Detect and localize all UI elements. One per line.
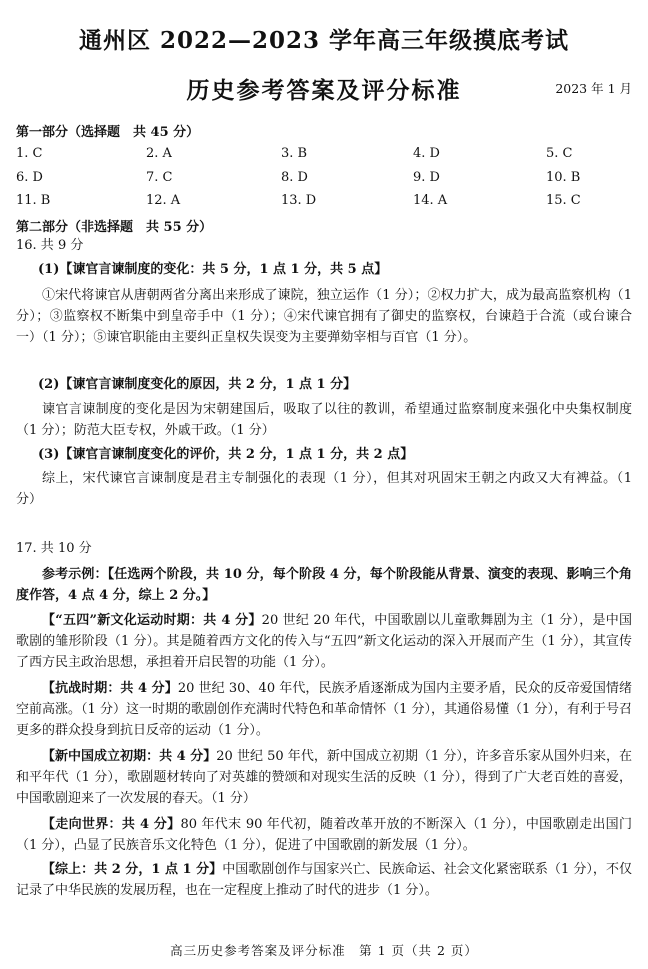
example-rule: 【任选两个阶段，共 10 分，每个阶段 4 分，每个阶段能从背景、演变的表现、影响三个角度作答，4 点 4 分，综上 2 分。】 [16, 567, 632, 603]
q17-summary [16, 859, 632, 901]
answer-item: 2. A [146, 146, 172, 161]
answer-item: 11. B [16, 193, 51, 208]
answer-item: 8. D [281, 170, 308, 185]
q16-sub2-answer: 谏官言谏制度的变化是因为宋朝建国后，吸取了以往的教训，希望通过监察制度来强化中央集权制度（1 分）；防范大臣专权，外戚干政。（1 分） [16, 402, 632, 438]
page-footer: 高三历史参考答案及评分标准 第 1 页（共 2 页） [170, 943, 478, 958]
example-label: 参考示例： [42, 567, 108, 582]
answer-key-title: 历史参考答案及评分标准 [186, 77, 462, 104]
q16-sub1-answer: ①宋代将谏官从唐朝两省分离出来形成了谏院，独立运作（1 分）；②权力扩大，成为最高监察机构（1 分）；③监察权不断集中到皇帝手中（1 分）；④宋代谏官拥有了御史的监察权，台谏趋于合流（或台谏合一）（1 分）；⑤谏官职能由主要纠正皇权失误变为主要弹劾宰相与百官（1 分）。 [16, 288, 632, 345]
q16-title: 16. 共 9 分 [16, 238, 84, 253]
summary-text: 中国歌剧创作与国家兴亡、民族命运、社会文化紧密联系（1 分），不仅记录了中华民族的发展历程，也在一定程度上推动了时代的进步（1 分）。 [16, 862, 632, 898]
q17-stage4 [16, 814, 632, 856]
stage2-text: 20 世纪 30、40 年代，民族矛盾逐渐成为国内主要矛盾，民众的反帝爱国情绪空前高涨。（1 分）这一时期的歌剧创作充满时代特色和革命情怀（1 分），其通俗易懂（1 分），有利于号召更多的群众投身到抗日反帝的运动（1 分）。 [16, 681, 632, 738]
q17-stage1 [16, 610, 632, 673]
q16-sub2-heading: (2)【谏官言谏制度变化的原因，共 2 分，1 点 1 分】 [38, 377, 357, 392]
q17-scoring-rule [16, 564, 632, 606]
answer-item: 7. C [146, 170, 173, 185]
q16-sub3-answer: 综上，宋代谏官言谏制度是君主专制强化的表现（1 分），但其对巩固宋王朝之内政又大有裨益。（1 分） [16, 471, 632, 507]
stage4-text: 80 年代末 90 年代初，随着改革开放的不断深入（1 分），中国歌剧走出国门（1 分），凸显了民族音乐文化特色（1 分），促进了中国歌剧的新发展（1 分）。 [16, 817, 632, 853]
summary-label: 【综上：共 2 分，1 点 1 分】 [42, 862, 223, 877]
stage4-label: 【走向世界：共 4 分】 [42, 817, 181, 832]
exam-date: 2023 年 1 月 [555, 81, 632, 96]
stage2-label: 【抗战时期：共 4 分】 [42, 681, 178, 696]
part1-heading: 第一部分（选择题 共 45 分） [16, 125, 200, 140]
stage1-text: 20 世纪 20 年代，中国歌剧以儿童歌舞剧为主（1 分），是中国歌剧的雏形阶段（1 分）。其是随着西方文化的传入与“五四”新文化运动的深入开展而产生（1 分），其宣传了西方民主政治思想，承担着开启民智的功能（1 分）。 [16, 613, 632, 670]
stage3-label: 【新中国成立初期：共 4 分】 [42, 749, 217, 764]
answer-item: 14. A [413, 193, 448, 208]
stage1-label: 【“五四”新文化运动时期：共 4 分】 [42, 613, 262, 628]
answer-item: 10. B [546, 170, 581, 185]
answer-item: 13. D [281, 193, 317, 208]
q17-stage2 [16, 678, 632, 741]
q17-title: 17. 共 10 分 [16, 541, 92, 556]
answer-item: 12. A [146, 193, 181, 208]
q17-stage3 [16, 746, 632, 809]
q16-sub3-heading: (3)【谏官言谏制度变化的评价，共 2 分，1 点 1 分，共 2 点】 [38, 447, 414, 462]
stage3-text: 20 世纪 50 年代，新中国成立初期（1 分），许多音乐家从国外归来，在和平年代（1 分），歌剧题材转向了对英雄的赞颂和对现实生活的反映（1 分），得到了广大老百姓的喜爱，中国歌剧迎来了一次发展的春天。（1 分） [16, 749, 632, 806]
answer-item: 5. C [546, 146, 573, 161]
q16-sub1-heading: (1)【谏官言谏制度的变化：共 5 分，1 点 1 分，共 5 点】 [38, 262, 388, 277]
exam-title: 通州区 2022—2023 学年高三年级摸底考试 [78, 27, 570, 54]
answer-item: 6. D [16, 170, 43, 185]
answer-item: 3. B [281, 146, 308, 161]
answer-item: 15. C [546, 193, 581, 208]
answer-item: 9. D [413, 170, 440, 185]
part2-heading: 第二部分（非选择题 共 55 分） [16, 220, 213, 235]
answer-item: 1. C [16, 146, 43, 161]
answer-item: 4. D [413, 146, 440, 161]
